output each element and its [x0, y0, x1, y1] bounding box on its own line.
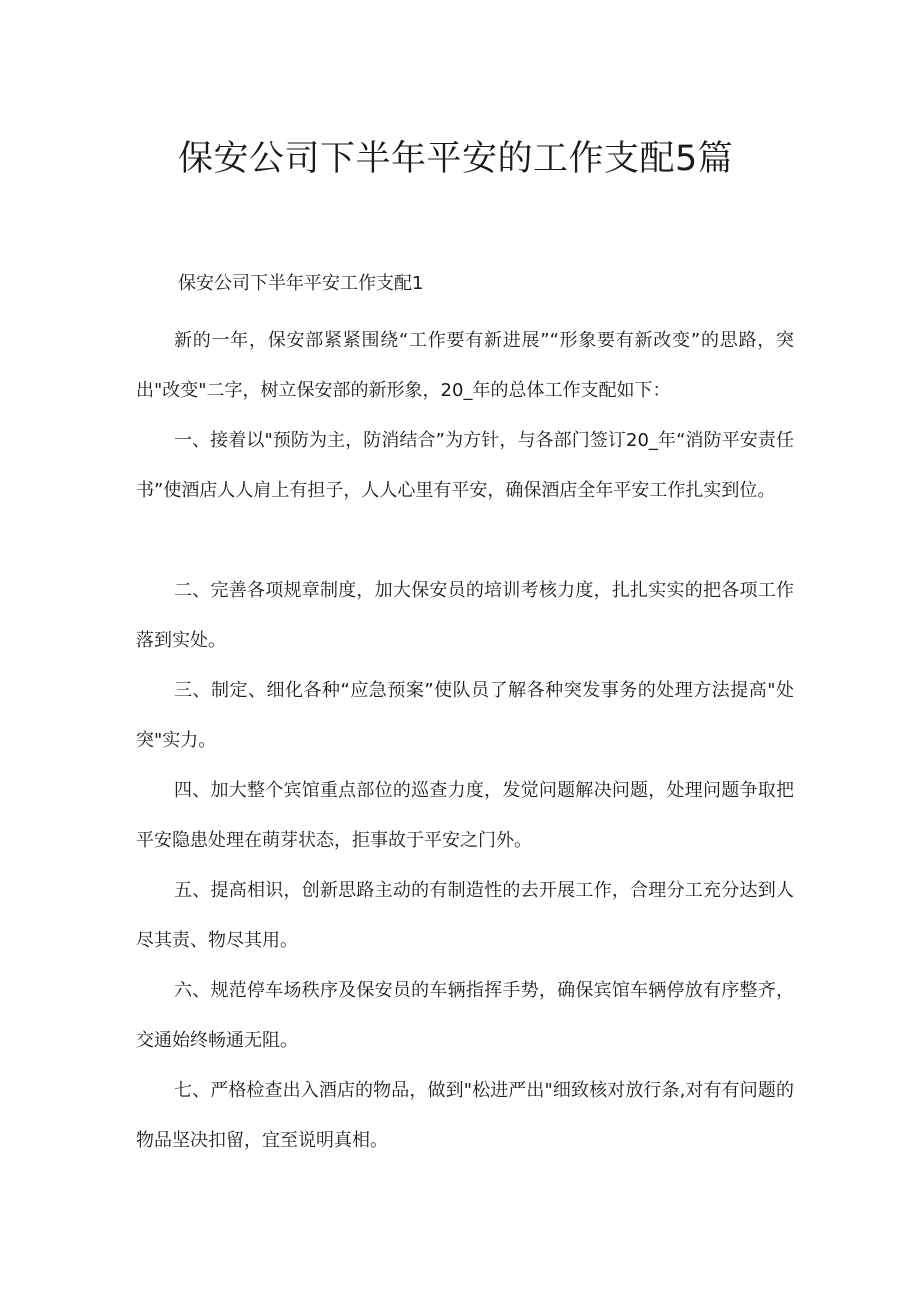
- paragraph-intro: 新的一年，保安部紧紧围绕“工作要有新进展”“形象要有新改变”的思路，突出"改变"二字，树立保安部的新形象，20_年的总体工作支配如下：: [136, 330, 794, 401]
- paragraph-item-5: 五、提高相识，创新思路主动的有制造性的去开展工作，合理分工充分达到人尽其责、物尽其用。: [136, 880, 794, 951]
- document-title: 保安公司下半年平安的工作支配5篇: [178, 139, 734, 179]
- paragraph-item-3: 三、制定、细化各种“应急预案”使队员了解各种突发事务的处理方法提高"处突"实力。: [136, 680, 794, 751]
- paragraph-item-7: 七、严格检查出入酒店的物品，做到"松进严出"细致核对放行条,对有有问题的物品坚决扣留，宜至说明真相。: [136, 1080, 794, 1151]
- paragraph-item-4: 四、加大整个宾馆重点部位的巡查力度，发觉问题解决问题，处理问题争取把平安隐患处理在萌芽状态，拒事故于平安之门外。: [136, 780, 794, 851]
- paragraph-item-1: 一、接着以"预防为主，防消结合”为方针，与各部门签订20_年“消防平安责任书”使酒店人人肩上有担子，人人心里有平安，确保酒店全年平安工作扎实到位。: [136, 430, 794, 501]
- section-heading: 保安公司下半年平安工作支配1: [178, 273, 424, 294]
- paragraph-item-6: 六、规范停车场秩序及保安员的车辆指挥手势，确保宾馆车辆停放有序整齐，交通始终畅通无阻。: [136, 980, 794, 1051]
- paragraph-item-2: 二、完善各项规章制度，加大保安员的培训考核力度，扎扎实实的把各项工作落到实处。: [136, 580, 794, 651]
